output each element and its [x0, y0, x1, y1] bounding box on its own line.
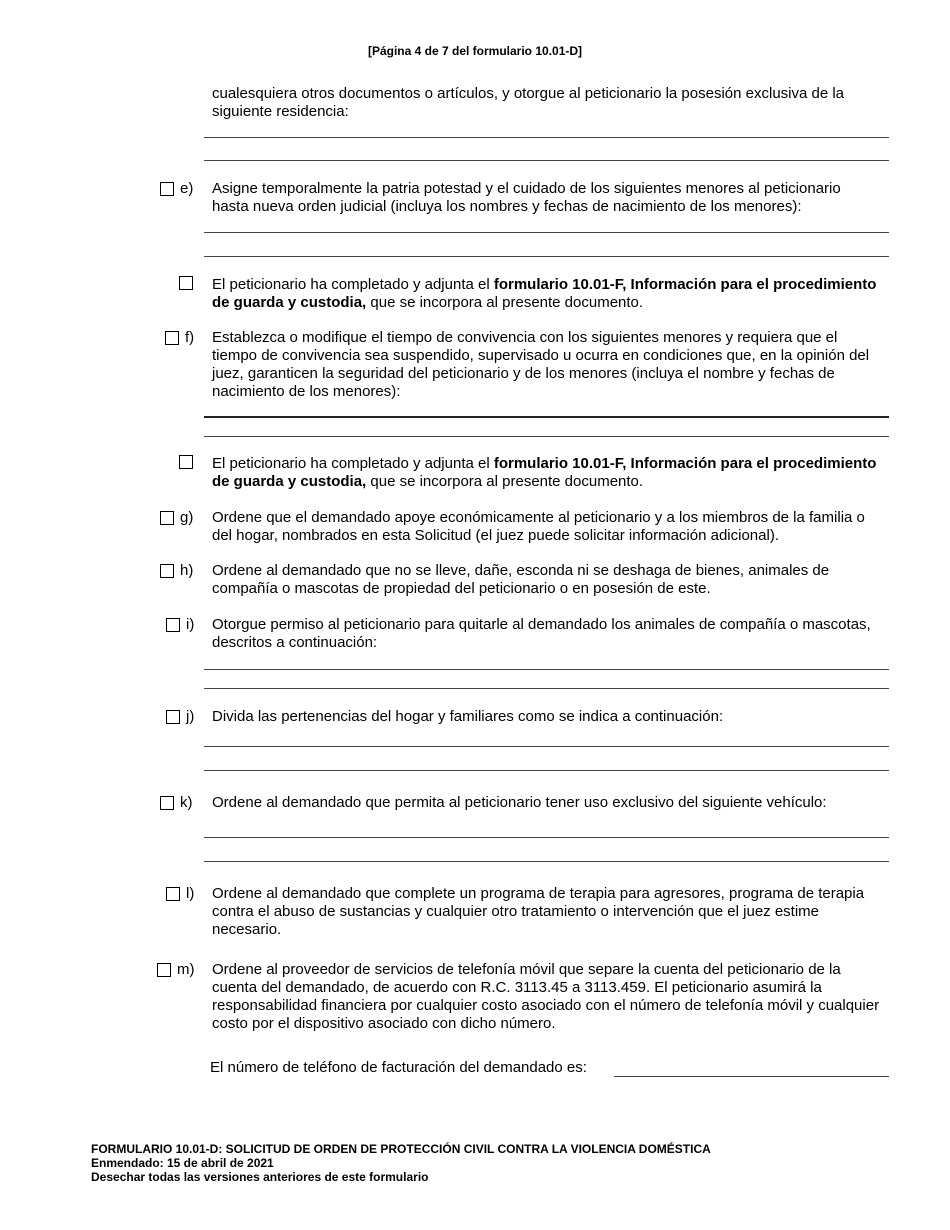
attach1-text [212, 276, 880, 312]
item-h-text: Ordene al demandado que no se lleve, dañe, esconda ni se deshaga de bienes, animales de compañía o mascotas de propiedad del peticionario o en posesión de este. [212, 562, 830, 597]
item-h-label-group [160, 562, 193, 580]
item-h-checkbox[interactable] [160, 564, 174, 578]
attach1-pre: El peticionario ha completado y adjunta el [212, 276, 494, 293]
item-i-label-group [166, 616, 194, 634]
item-g-label-group [160, 509, 193, 527]
item-j-label: j) [186, 708, 195, 725]
attach2-text [212, 455, 880, 491]
page-header: [Página 4 de 7 del formulario 10.01-D] [367, 44, 583, 58]
item-e-label: e) [180, 180, 194, 197]
item-e-line-1[interactable] [204, 232, 889, 233]
item-h-label: h) [180, 562, 194, 579]
residence-line-2[interactable] [204, 160, 889, 161]
item-k-label: k) [180, 794, 193, 811]
item-e-label-group [160, 180, 193, 198]
item-j-text: Divida las pertenencias del hogar y familiares como se indica a continuación: [212, 708, 724, 725]
item-l-label: l) [186, 885, 195, 902]
item-f-line-2[interactable] [204, 436, 889, 437]
item-f-line-1[interactable] [204, 416, 889, 418]
item-l-text: Ordene al demandado que complete un programa de terapia para agresores, programa de terapia contra el abuso de sustancias y cualquier otro tratamiento o intervención que el juez estime necesario. [212, 885, 865, 938]
intro-text: cualesquiera otros documentos o artículos, y otorgue al peticionario la posesión exclusiva de la siguiente residencia: [212, 85, 845, 120]
phone-number-line[interactable] [614, 1076, 889, 1077]
item-j-checkbox[interactable] [166, 710, 180, 724]
item-k-label-group [160, 794, 193, 812]
attach2-post: que se incorpora al presente documento. [366, 473, 644, 490]
attach2-pre: El peticionario ha completado y adjunta el [212, 455, 494, 472]
item-i-line-1[interactable] [204, 669, 889, 670]
item-g-label: g) [180, 509, 194, 526]
footer [91, 1142, 711, 1184]
attach2-label-group [179, 455, 193, 469]
item-l-checkbox[interactable] [166, 887, 180, 901]
item-l-label-group [166, 885, 194, 903]
item-e-checkbox[interactable] [160, 182, 174, 196]
item-k-line-1[interactable] [204, 837, 889, 838]
residence-line-1[interactable] [204, 137, 889, 138]
item-k-text: Ordene al demandado que permita al peticionario tener uso exclusivo del siguiente vehículo: [212, 794, 827, 811]
item-m-text: Ordene al proveedor de servicios de telefonía móvil que separe la cuenta del peticionario de la cuenta del demandado, de acuerdo con R.C. 3113.45 a 3113.459. El peticionario asumirá la responsabilidad financiera por cualquier costo asociado con el número de telefonía móvil y cualquier costo por el dispositivo asociado con dicho número. [212, 961, 880, 1032]
item-f-text: Establezca o modifique el tiempo de convivencia con los siguientes menores y requiera que el tiempo de convivencia sea suspendido, supervisado u ocurra en condiciones que, en la opinión del juez, garanticen la seguridad del peticionario y de los menores (incluya el nombre y fechas de nacimiento de los menores): [212, 329, 870, 400]
footer-discard: Desechar todas las versiones anteriores de este formulario [91, 1170, 429, 1184]
item-m-checkbox[interactable] [157, 963, 171, 977]
item-j-line-2[interactable] [204, 770, 889, 771]
item-m-label: m) [177, 961, 195, 978]
item-m-label-group [157, 961, 195, 979]
attach1-post: que se incorpora al presente documento. [366, 294, 644, 311]
attach2-bold: formulario 10.01-F, Información para el procedimiento de guarda y custodia, [212, 455, 877, 490]
item-i-text: Otorgue permiso al peticionario para quitarle al demandado los animales de compañía o mascotas, descritos a continuación: [212, 616, 871, 651]
item-j-line-1[interactable] [204, 746, 889, 747]
item-g-checkbox[interactable] [160, 511, 174, 525]
item-g-text: Ordene que el demandado apoye económicamente al peticionario y a los miembros de la familia o del hogar, nombrados en esta Solicitud (el juez puede solicitar información adicional). [212, 509, 865, 544]
item-i-line-2[interactable] [204, 688, 889, 689]
phone-label: El número de teléfono de facturación del demandado es: [210, 1059, 587, 1076]
item-j-label-group [166, 708, 194, 726]
item-i-checkbox[interactable] [166, 618, 180, 632]
attach2-checkbox[interactable] [179, 455, 193, 469]
item-k-checkbox[interactable] [160, 796, 174, 810]
attach1-checkbox[interactable] [179, 276, 193, 290]
item-i-label: i) [186, 616, 195, 633]
item-k-line-2[interactable] [204, 861, 889, 862]
item-f-label-group [165, 329, 194, 347]
footer-amended: Enmendado: 15 de abril de 2021 [91, 1156, 274, 1170]
item-e-line-2[interactable] [204, 256, 889, 257]
item-e-text: Asigne temporalmente la patria potestad y el cuidado de los siguientes menores al peticionario hasta nueva orden judicial (incluya los nombres y fechas de nacimiento de los menores): [212, 180, 841, 215]
attach1-label-group [179, 276, 193, 290]
item-f-checkbox[interactable] [165, 331, 179, 345]
item-f-label: f) [185, 329, 195, 346]
footer-title: FORMULARIO 10.01-D: SOLICITUD DE ORDEN DE PROTECCIÓN CIVIL CONTRA LA VIOLENCIA DOMÉSTICA [91, 1142, 711, 1156]
attach1-bold: formulario 10.01-F, Información para el procedimiento de guarda y custodia, [212, 276, 877, 311]
